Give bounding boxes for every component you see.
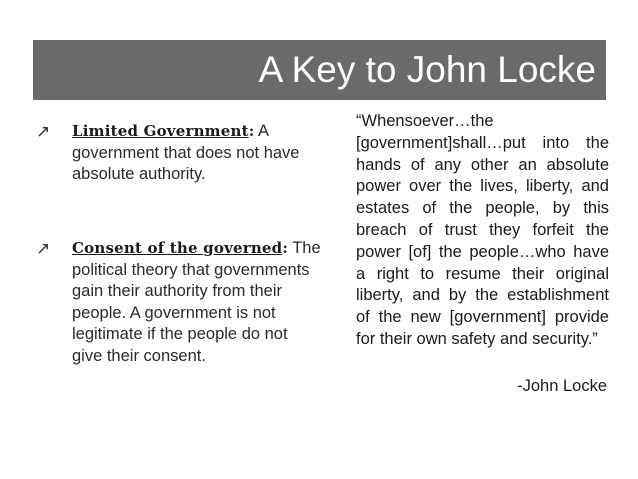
definition-limited-government: A government that does not have absolute authority.: [72, 122, 300, 183]
quote-attribution: -John Locke: [517, 377, 607, 395]
term-colon: :: [282, 239, 288, 257]
term-limited-government: Limited Government: [72, 122, 249, 140]
bullet-body: [72, 121, 322, 186]
arrow-bullet-icon: ↗: [36, 122, 51, 141]
term-consent-of-governed: Consent of the governed: [72, 239, 283, 257]
slide-title: A Key to John Locke: [258, 49, 596, 90]
term-colon: :: [248, 122, 255, 140]
locke-quote: “Whensoever…the [government]shall…put into the hands of any other an absolute power over the lives, liberty, and estates of the people, by this breach of trust they forfeit the power [of] the people…who have a right to resume their original liberty, and by the establishment of the new [government] provide for their own safety and security.”: [356, 112, 609, 348]
definition-consent-of-governed: The political theory that governments gain their authority from their people. A government is not legitimate if the people do not give their consent.: [72, 239, 321, 365]
bullet-body: [72, 238, 322, 367]
arrow-bullet-icon: ↗: [36, 239, 51, 258]
title-bar: [33, 40, 606, 100]
